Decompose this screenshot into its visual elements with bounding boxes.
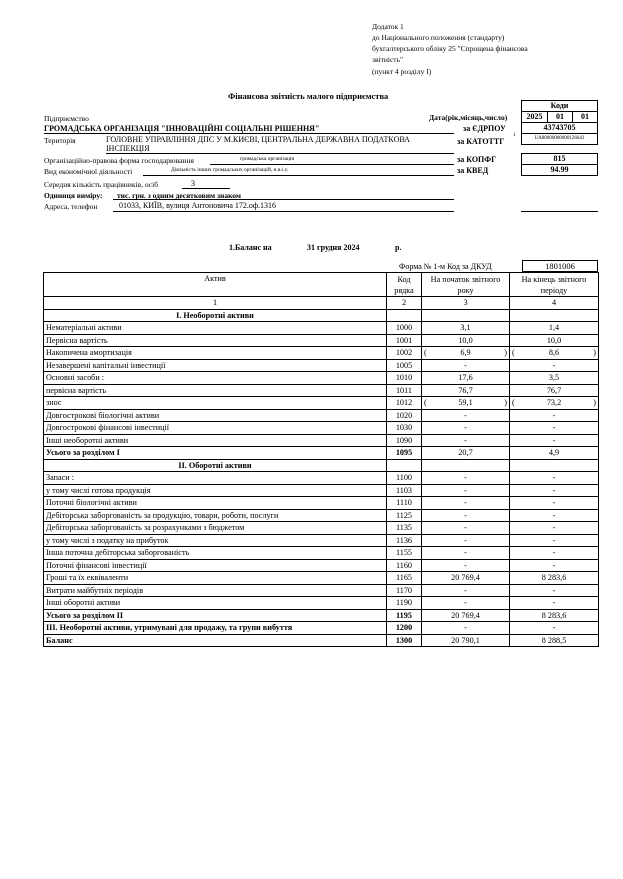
- row-end: -: [510, 547, 599, 560]
- row-name: Довгострокові фінансові інвестиції: [44, 422, 387, 435]
- table-row: [44, 609, 599, 622]
- date-label: Дата(рік,місяць,число): [429, 113, 508, 122]
- table-header-row: [44, 273, 599, 297]
- date-month: 01: [547, 111, 573, 123]
- katottg-label: за КАТОТТГ: [457, 137, 505, 146]
- row-name: II. Оборотні активи: [44, 459, 387, 472]
- row-end: -: [510, 622, 599, 635]
- table-row: [44, 384, 599, 397]
- row-code: 1195: [387, 609, 422, 622]
- row-name: Поточні біологічні активи: [44, 497, 387, 510]
- row-end: 8 283,6: [510, 609, 599, 622]
- row-name: Накопичена амортизація: [44, 347, 387, 360]
- table-number-row: [44, 297, 599, 310]
- row-end: [510, 459, 599, 472]
- row-name: Усього за розділом II: [44, 609, 387, 622]
- row-code: 1001: [387, 334, 422, 347]
- column-number: 1: [44, 297, 387, 310]
- row-name: Запаси :: [44, 472, 387, 485]
- row-end: [510, 309, 599, 322]
- row-start: [422, 459, 510, 472]
- row-end: -: [510, 497, 599, 510]
- cell-value: 73,2: [546, 398, 562, 408]
- row-start: -: [422, 484, 510, 497]
- table-row: [44, 634, 599, 647]
- address-label: Адреса, телефон: [44, 202, 98, 211]
- row-code: 1135: [387, 522, 422, 535]
- cell-value: 8,6: [548, 348, 560, 358]
- row-start: 76,7: [422, 384, 510, 397]
- row-name: первісна вартість: [44, 384, 387, 397]
- unit-label: Одиниця виміру:: [44, 191, 103, 200]
- activity-label: Вид економічної діяльності: [44, 167, 133, 176]
- row-code: 1155: [387, 547, 422, 560]
- row-start: 10,0: [422, 334, 510, 347]
- row-code: 1100: [387, 472, 422, 485]
- row-end: 8 288,5: [510, 634, 599, 647]
- row-start: -: [422, 509, 510, 522]
- row-start: 3,1: [422, 322, 510, 335]
- table-row: [44, 409, 599, 422]
- column-number: 4: [510, 297, 599, 310]
- row-end: -: [510, 522, 599, 535]
- legal-form-label: Організаційно-правова форма господарювання: [44, 156, 194, 165]
- enterprise-label: Підприємство: [44, 114, 89, 123]
- territory-label: Територія: [44, 136, 76, 145]
- table-row: [44, 522, 599, 535]
- header-start: На початок звітного року: [422, 273, 510, 297]
- row-end: -: [510, 509, 599, 522]
- header-code: Код рядка: [387, 273, 422, 297]
- row-code: 1190: [387, 597, 422, 610]
- row-code: 1103: [387, 484, 422, 497]
- row-name: Довгострокові біологічні активи: [44, 409, 387, 422]
- row-code: 1110: [387, 497, 422, 510]
- row-end: 3,5: [510, 372, 599, 385]
- row-start: ( 59,1 ): [422, 397, 510, 410]
- row-end: -: [510, 597, 599, 610]
- row-name: Дебіторська заборгованість за розрахунками з бюджетом: [44, 522, 387, 535]
- dkud-code: 1801006: [522, 260, 598, 272]
- address-value: 01033, КИЇВ, вулиця Антоновича 172.оф.1316: [119, 201, 277, 210]
- row-end: ( 73,2 ): [510, 397, 599, 410]
- table-row: [44, 347, 599, 360]
- cell-value: 6,9: [460, 348, 471, 358]
- table-row: [44, 597, 599, 610]
- table-row: [44, 422, 599, 435]
- table-row: [44, 459, 599, 472]
- balance-table: [43, 272, 599, 647]
- table-row: [44, 547, 599, 560]
- row-start: -: [422, 497, 510, 510]
- row-start: -: [422, 534, 510, 547]
- row-name: Незавершені капітальні інвестиції: [44, 359, 387, 372]
- row-name: Усього за розділом I: [44, 447, 387, 460]
- row-end: 1,4: [510, 322, 599, 335]
- row-start: 20 769,4: [422, 572, 510, 585]
- table-row: [44, 372, 599, 385]
- row-start: 20 790,1: [422, 634, 510, 647]
- row-code: 1160: [387, 559, 422, 572]
- legal-form-value: громадська організація: [240, 156, 294, 162]
- row-code: 1005: [387, 359, 422, 372]
- row-start: -: [422, 359, 510, 372]
- row-code: [387, 459, 422, 472]
- katottg-superscript: 1: [513, 133, 516, 138]
- edrpou-code: 43743705: [521, 122, 598, 134]
- row-name: Інші оборотні активи: [44, 597, 387, 610]
- row-name: Витрати майбутніх періодів: [44, 584, 387, 597]
- row-end: ( 8,6 ): [510, 347, 599, 360]
- kved-label: за КВЕД: [457, 166, 489, 175]
- row-code: [387, 309, 422, 322]
- table-row: [44, 397, 599, 410]
- cell-value: 59,1: [458, 398, 473, 408]
- row-name: у тому числі з податку на прибуток: [44, 534, 387, 547]
- row-start: -: [422, 584, 510, 597]
- row-code: 1125: [387, 509, 422, 522]
- table-row: [44, 509, 599, 522]
- row-end: -: [510, 559, 599, 572]
- table-row: [44, 534, 599, 547]
- column-number: 3: [422, 297, 510, 310]
- row-code: 1170: [387, 584, 422, 597]
- row-start: -: [422, 422, 510, 435]
- row-end: 8 283,6: [510, 572, 599, 585]
- row-code: 1030: [387, 422, 422, 435]
- table-row: [44, 334, 599, 347]
- balance-heading-suffix: р.: [395, 243, 402, 252]
- row-start: -: [422, 547, 510, 560]
- row-name: Дебіторська заборгованість за продукцію, товари, роботи, послуги: [44, 509, 387, 522]
- row-start: -: [422, 597, 510, 610]
- row-name: I. Необоротні активи: [44, 309, 387, 322]
- balance-heading-prefix: 1.Баланс на: [229, 243, 272, 252]
- employees-value: 3: [191, 179, 195, 188]
- row-end: -: [510, 409, 599, 422]
- table-row: [44, 447, 599, 460]
- appendix-line: до Національного положення (стандарту): [372, 33, 505, 42]
- table-row: [44, 472, 599, 485]
- column-number: 2: [387, 297, 422, 310]
- row-start: -: [422, 409, 510, 422]
- appendix-line: бухгалтерського обліку 25 "Спрощена фінансова: [372, 44, 528, 53]
- row-start: -: [422, 472, 510, 485]
- table-row: [44, 559, 599, 572]
- row-name: знос: [44, 397, 387, 410]
- appendix-line: звітність": [372, 55, 404, 64]
- appendix-line: (пункт 4 розділу I): [372, 67, 432, 76]
- row-code: 1165: [387, 572, 422, 585]
- row-start: [422, 309, 510, 322]
- activity-value: Діяльність інших громадських організацій, н.в.і.у.: [171, 167, 289, 173]
- row-code: 1200: [387, 622, 422, 635]
- row-code: 1136: [387, 534, 422, 547]
- row-name: у тому числі готова продукція: [44, 484, 387, 497]
- employees-label: Середня кількість працівників, осіб: [44, 180, 159, 189]
- table-row: [44, 572, 599, 585]
- territory-name-cont: ІНСПЕКЦІЯ: [106, 144, 150, 153]
- row-code: 1000: [387, 322, 422, 335]
- row-end: -: [510, 472, 599, 485]
- row-code: 1010: [387, 372, 422, 385]
- appendix-line: Додаток 1: [372, 22, 404, 31]
- row-name: Гроші та їх еквіваленти: [44, 572, 387, 585]
- row-start: 20 769,4: [422, 609, 510, 622]
- row-start: ( 6,9 ): [422, 347, 510, 360]
- row-code: 1011: [387, 384, 422, 397]
- table-row: [44, 497, 599, 510]
- row-name: III. Необоротні активи, утримувані для продажу, та групи вибуття: [44, 622, 387, 635]
- codes-header: Коди: [521, 100, 598, 112]
- row-name: Поточні фінансові інвестиції: [44, 559, 387, 572]
- table-row: [44, 484, 599, 497]
- unit-value: тис. грн. з одним десятковим знаком: [117, 191, 242, 200]
- row-name: Інша поточна дебіторська заборгованість: [44, 547, 387, 560]
- table-row: [44, 434, 599, 447]
- row-start: -: [422, 559, 510, 572]
- row-start: 17,6: [422, 372, 510, 385]
- katottg-code: UA80000000000126643: [521, 133, 598, 145]
- row-code: 1002: [387, 347, 422, 360]
- row-code: 1095: [387, 447, 422, 460]
- table-row: [44, 322, 599, 335]
- enterprise-name: ГРОМАДСЬКА ОРГАНІЗАЦІЯ "ІННОВАЦІЙНІ СОЦІАЛЬНІ РІШЕННЯ": [44, 124, 320, 133]
- territory-name: ГОЛОВНЕ УПРАВЛІННЯ ДПС У М.КИЄВІ, ЦЕНТРАЛЬНА ДЕРЖАВНА ПОДАТКОВА: [106, 135, 410, 144]
- kved-code: 94.99: [521, 164, 598, 176]
- row-end: -: [510, 359, 599, 372]
- row-name: Основні засоби :: [44, 372, 387, 385]
- date-year: 2025: [521, 111, 548, 123]
- balance-heading-date: 31 грудня 2024: [307, 243, 360, 252]
- row-name: Нематеріальні активи: [44, 322, 387, 335]
- row-name: Баланс: [44, 634, 387, 647]
- row-end: -: [510, 434, 599, 447]
- edrpou-label: за ЄДРПОУ: [463, 124, 506, 133]
- table-row: [44, 359, 599, 372]
- row-code: 1090: [387, 434, 422, 447]
- kopfg-label: за КОПФГ: [457, 155, 497, 164]
- row-end: -: [510, 584, 599, 597]
- row-start: 20,7: [422, 447, 510, 460]
- header-asset: Актив: [44, 273, 387, 297]
- row-name: Первісна вартість: [44, 334, 387, 347]
- date-day: 01: [572, 111, 598, 123]
- row-start: -: [422, 434, 510, 447]
- page-title: Фінансова звітність малого підприємства: [228, 91, 389, 101]
- form-label: Форма № 1-м Код за ДКУД: [399, 262, 492, 271]
- row-end: -: [510, 534, 599, 547]
- row-code: 1020: [387, 409, 422, 422]
- table-row: [44, 309, 599, 322]
- row-code: 1012: [387, 397, 422, 410]
- row-start: -: [422, 522, 510, 535]
- row-start: -: [422, 622, 510, 635]
- row-end: 76,7: [510, 384, 599, 397]
- row-code: 1300: [387, 634, 422, 647]
- row-end: -: [510, 484, 599, 497]
- row-end: -: [510, 422, 599, 435]
- table-row: [44, 584, 599, 597]
- kopfg-code: 815: [521, 153, 598, 165]
- row-name: Інші необоротні активи: [44, 434, 387, 447]
- row-end: 10,0: [510, 334, 599, 347]
- row-end: 4,9: [510, 447, 599, 460]
- header-end: На кінець звітного періоду: [510, 273, 599, 297]
- table-row: [44, 622, 599, 635]
